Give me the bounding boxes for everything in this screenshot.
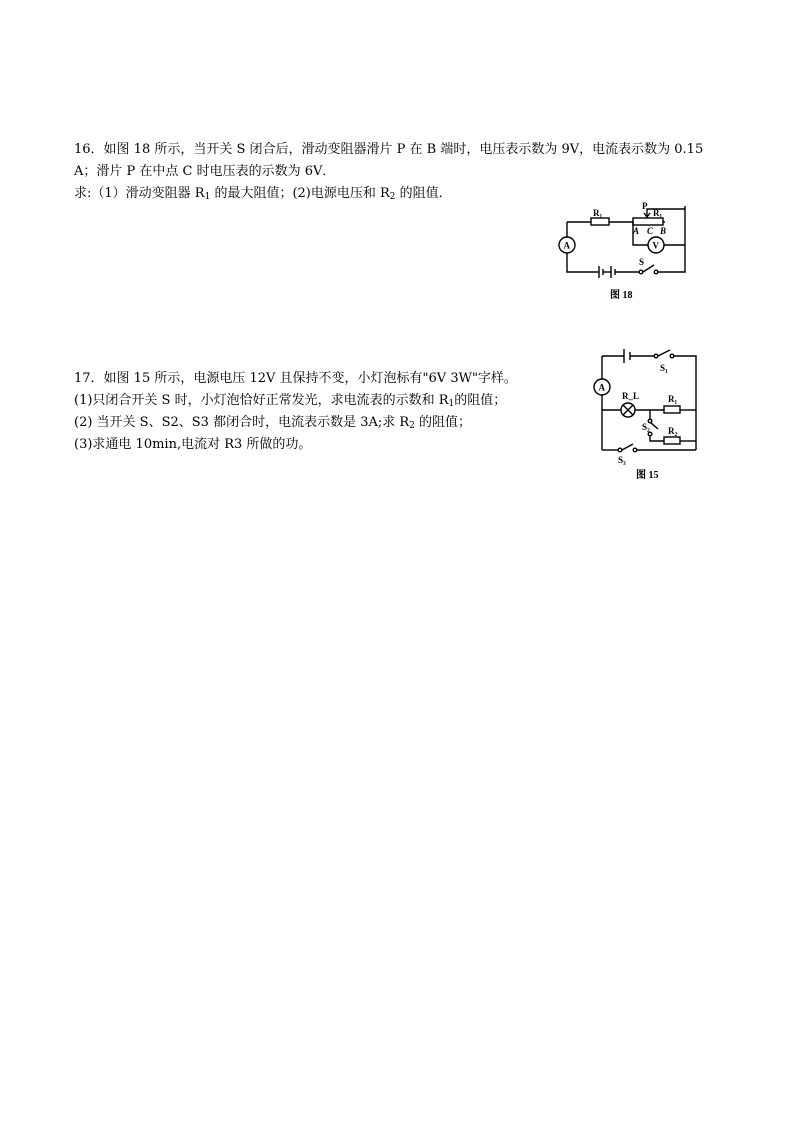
q17-line4: (3)求通电 10min,电流对 R3 所做的功。 <box>74 437 312 452</box>
fig18-caption: 图 18 <box>610 290 633 301</box>
figure-15-circuit <box>588 344 703 488</box>
q17-line3: (2) 当开关 S、S2、S3 都闭合时，电流表示数是 3A;求 $R_2$ 的阻值； <box>74 415 472 431</box>
q16-line3: 求:（1）滑动变阻器 $R_1$ 的最大阻值；(2)电源电压和 $R_2$ 的阻值． <box>74 186 452 202</box>
question-16 <box>74 139 703 205</box>
q17-line1: 17．如图 15 所示，电源电压 12V 且保持不变，小灯泡标有"6V 3W"字样。 <box>74 371 517 386</box>
voltmeter-icon: V <box>652 240 659 251</box>
q16-line2: A；滑片 P 在中点 C 时电压表的示数为 6V． <box>74 164 336 179</box>
fig15-caption: 图 15 <box>636 470 659 481</box>
fig15-rl-label: R_L <box>622 391 640 401</box>
fig18-c-label: C <box>647 226 654 236</box>
q16-line1: 16．如图 18 所示，当开关 S 闭合后，滑动变阻器滑片 P 在 B 端时，电压表示数为 9V，电流表示数为 0.15 <box>74 142 704 157</box>
ammeter-icon: A <box>563 240 570 251</box>
fig18-switch-label: S <box>639 257 645 267</box>
fig15-r2-label: R₂ <box>668 426 678 436</box>
fig18-r1-label: R₁ <box>593 208 603 218</box>
ammeter-icon: A <box>598 382 605 393</box>
fig18-p-label: P <box>642 201 648 211</box>
q17-line2: (1)只闭合开关 S 时，小灯泡恰好正常发光，求电流表的示数和 $R_1$的阻值； <box>74 393 507 409</box>
fig15-r1-label: R₁ <box>668 394 678 404</box>
figure-18-circuit <box>553 200 703 309</box>
fig15-s2-label: S₂ <box>642 422 650 432</box>
fig15-s3-label: S₃ <box>618 455 626 465</box>
fig18-rheostat-label: R₁ <box>653 208 663 218</box>
fig18-a-label: A <box>633 226 640 236</box>
fig15-s1-label: S₁ <box>660 363 668 373</box>
fig18-b-label: B <box>660 226 667 236</box>
question-17 <box>74 368 517 456</box>
